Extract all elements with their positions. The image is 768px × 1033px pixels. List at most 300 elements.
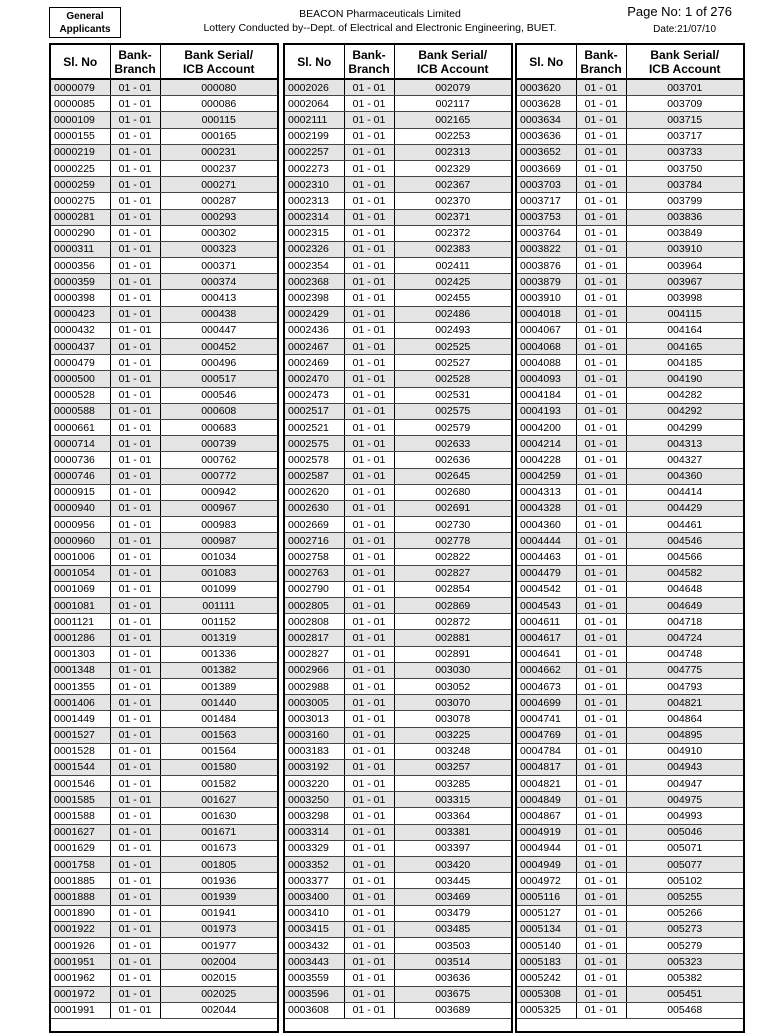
sl-no-cell: 0004463 xyxy=(517,549,576,565)
bank-serial-cell: 004649 xyxy=(626,598,743,614)
sl-no-cell: 0003013 xyxy=(285,711,344,727)
bank-branch-cell: 01 - 01 xyxy=(110,322,160,338)
table-row xyxy=(51,630,277,646)
bank-serial-cell: 001111 xyxy=(160,598,277,614)
bank-branch-cell: 01 - 01 xyxy=(110,500,160,516)
table-row xyxy=(51,144,277,160)
table-row xyxy=(517,387,743,403)
sl-no-cell: 0000219 xyxy=(51,144,110,160)
bank-serial-cell: 000165 xyxy=(160,128,277,144)
bank-branch-cell: 01 - 01 xyxy=(110,614,160,630)
bank-branch-cell: 01 - 01 xyxy=(576,452,626,468)
bank-branch-cell: 01 - 01 xyxy=(344,403,394,419)
table-body xyxy=(285,79,511,1018)
bank-serial-cell: 002370 xyxy=(394,193,511,209)
bank-branch-cell: 01 - 01 xyxy=(344,695,394,711)
bank-branch-cell: 01 - 01 xyxy=(576,711,626,727)
table-row xyxy=(285,419,511,435)
sl-no-cell: 0002521 xyxy=(285,419,344,435)
bank-branch-cell: 01 - 01 xyxy=(344,339,394,355)
bank-branch-cell: 01 - 01 xyxy=(576,79,626,96)
table-row xyxy=(285,646,511,662)
bank-branch-cell: 01 - 01 xyxy=(110,873,160,889)
bank-serial-cell: 004775 xyxy=(626,662,743,678)
table-row xyxy=(517,808,743,824)
table-row xyxy=(517,160,743,176)
bank-branch-cell: 01 - 01 xyxy=(576,144,626,160)
bank-serial-cell: 004724 xyxy=(626,630,743,646)
sl-no-cell: 0005127 xyxy=(517,905,576,921)
bank-branch-cell: 01 - 01 xyxy=(344,387,394,403)
bank-serial-cell: 002579 xyxy=(394,419,511,435)
table-row xyxy=(51,533,277,549)
sl-no-cell: 0002716 xyxy=(285,533,344,549)
col-header-sl-no: Sl. No xyxy=(285,45,344,79)
table-row xyxy=(517,96,743,112)
bank-serial-cell: 003964 xyxy=(626,258,743,274)
bank-serial-cell: 000942 xyxy=(160,484,277,500)
bank-branch-cell: 01 - 01 xyxy=(344,776,394,792)
bank-serial-cell: 004164 xyxy=(626,322,743,338)
sl-no-cell: 0002257 xyxy=(285,144,344,160)
table-row xyxy=(517,274,743,290)
bank-branch-cell: 01 - 01 xyxy=(110,824,160,840)
bank-serial-cell: 003381 xyxy=(394,824,511,840)
bank-branch-cell: 01 - 01 xyxy=(110,290,160,306)
sl-no-cell: 0001890 xyxy=(51,905,110,921)
sl-no-cell: 0004328 xyxy=(517,500,576,516)
bank-branch-cell: 01 - 01 xyxy=(344,419,394,435)
sl-no-cell: 0001348 xyxy=(51,662,110,678)
table-row xyxy=(285,937,511,953)
table-row xyxy=(517,517,743,533)
table-row xyxy=(285,549,511,565)
table-row xyxy=(51,921,277,937)
bank-branch-cell: 01 - 01 xyxy=(110,808,160,824)
table-row xyxy=(517,646,743,662)
sl-no-cell: 0000736 xyxy=(51,452,110,468)
bank-branch-cell: 01 - 01 xyxy=(344,662,394,678)
bank-serial-cell: 003701 xyxy=(626,79,743,96)
sl-no-cell: 0002630 xyxy=(285,500,344,516)
sl-no-cell: 0004313 xyxy=(517,484,576,500)
sl-no-cell: 0003753 xyxy=(517,209,576,225)
table-row xyxy=(285,678,511,694)
sl-no-cell: 0004741 xyxy=(517,711,576,727)
bank-serial-cell: 001336 xyxy=(160,646,277,662)
table-row xyxy=(51,339,277,355)
table-row xyxy=(51,743,277,759)
bank-branch-cell: 01 - 01 xyxy=(110,517,160,533)
bank-serial-cell: 001563 xyxy=(160,727,277,743)
table-row xyxy=(285,776,511,792)
bank-branch-cell: 01 - 01 xyxy=(576,840,626,856)
table-row xyxy=(517,436,743,452)
bank-branch-cell: 01 - 01 xyxy=(344,986,394,1002)
bank-branch-cell: 01 - 01 xyxy=(344,840,394,856)
bank-branch-cell: 01 - 01 xyxy=(344,290,394,306)
sl-no-cell: 0002314 xyxy=(285,209,344,225)
table-row xyxy=(285,96,511,112)
bank-serial-cell: 002891 xyxy=(394,646,511,662)
table-row xyxy=(517,630,743,646)
results-block-2 xyxy=(283,43,513,1033)
table-row xyxy=(517,598,743,614)
bank-branch-cell: 01 - 01 xyxy=(344,274,394,290)
sl-no-cell: 0000915 xyxy=(51,484,110,500)
bank-branch-cell: 01 - 01 xyxy=(344,970,394,986)
bank-serial-cell: 004748 xyxy=(626,646,743,662)
table-row xyxy=(285,209,511,225)
bank-serial-cell: 002527 xyxy=(394,355,511,371)
table-row xyxy=(51,581,277,597)
bank-serial-cell: 003514 xyxy=(394,954,511,970)
bank-branch-cell: 01 - 01 xyxy=(576,1002,626,1018)
bank-serial-cell: 002455 xyxy=(394,290,511,306)
table-row xyxy=(285,322,511,338)
bank-serial-cell: 001673 xyxy=(160,840,277,856)
bank-branch-cell: 01 - 01 xyxy=(110,727,160,743)
bank-branch-cell: 01 - 01 xyxy=(344,581,394,597)
bank-branch-cell: 01 - 01 xyxy=(576,614,626,630)
table-row xyxy=(51,128,277,144)
sl-no-cell: 0001406 xyxy=(51,695,110,711)
sl-no-cell: 0004673 xyxy=(517,678,576,694)
table-row xyxy=(517,889,743,905)
sl-no-cell: 0003432 xyxy=(285,937,344,953)
table-body xyxy=(51,79,277,1018)
table-row xyxy=(285,241,511,257)
sl-no-cell: 0002368 xyxy=(285,274,344,290)
page-number: Page No: 1 of 276 xyxy=(627,4,732,19)
bank-branch-cell: 01 - 01 xyxy=(344,743,394,759)
col-header-bank-serial: Bank Serial/ ICB Account xyxy=(394,45,511,79)
table-row xyxy=(51,436,277,452)
bank-branch-cell: 01 - 01 xyxy=(576,436,626,452)
table-row xyxy=(517,306,743,322)
table-row xyxy=(517,371,743,387)
bank-branch-cell: 01 - 01 xyxy=(110,954,160,970)
sl-no-cell: 0000281 xyxy=(51,209,110,225)
bank-branch-cell: 01 - 01 xyxy=(344,355,394,371)
bank-branch-cell: 01 - 01 xyxy=(110,533,160,549)
sl-no-cell: 0002326 xyxy=(285,241,344,257)
sl-no-cell: 0002790 xyxy=(285,581,344,597)
bank-serial-cell: 003849 xyxy=(626,225,743,241)
sl-no-cell: 0004617 xyxy=(517,630,576,646)
table-row xyxy=(517,241,743,257)
table-row xyxy=(517,500,743,516)
sl-no-cell: 0001286 xyxy=(51,630,110,646)
table-row xyxy=(285,306,511,322)
bank-serial-cell: 000967 xyxy=(160,500,277,516)
bank-serial-cell: 003285 xyxy=(394,776,511,792)
bank-serial-cell: 003967 xyxy=(626,274,743,290)
bank-serial-cell: 003998 xyxy=(626,290,743,306)
sl-no-cell: 0004662 xyxy=(517,662,576,678)
table-row xyxy=(285,792,511,808)
bank-serial-cell: 003445 xyxy=(394,873,511,889)
bank-branch-cell: 01 - 01 xyxy=(110,468,160,484)
bank-serial-cell: 003397 xyxy=(394,840,511,856)
table-row xyxy=(285,225,511,241)
table-row xyxy=(51,209,277,225)
bank-branch-cell: 01 - 01 xyxy=(110,355,160,371)
bank-serial-cell: 001152 xyxy=(160,614,277,630)
bank-serial-cell: 003052 xyxy=(394,678,511,694)
bank-serial-cell: 002525 xyxy=(394,339,511,355)
bank-serial-cell: 004566 xyxy=(626,549,743,565)
bank-branch-cell: 01 - 01 xyxy=(344,759,394,775)
bank-branch-cell: 01 - 01 xyxy=(344,598,394,614)
table-row xyxy=(51,857,277,873)
bank-serial-cell: 004461 xyxy=(626,517,743,533)
table-row xyxy=(51,873,277,889)
table-row xyxy=(517,549,743,565)
bank-serial-cell: 002691 xyxy=(394,500,511,516)
bank-serial-cell: 002869 xyxy=(394,598,511,614)
table-row xyxy=(51,160,277,176)
bank-branch-cell: 01 - 01 xyxy=(576,112,626,128)
bank-branch-cell: 01 - 01 xyxy=(576,241,626,257)
table-row xyxy=(51,274,277,290)
table-row xyxy=(285,290,511,306)
bank-serial-cell: 005266 xyxy=(626,905,743,921)
bank-serial-cell: 000983 xyxy=(160,517,277,533)
bank-serial-cell: 002680 xyxy=(394,484,511,500)
bank-branch-cell: 01 - 01 xyxy=(576,759,626,775)
sl-no-cell: 0004867 xyxy=(517,808,576,824)
sl-no-cell: 0001546 xyxy=(51,776,110,792)
sl-no-cell: 0004360 xyxy=(517,517,576,533)
bank-serial-cell: 003750 xyxy=(626,160,743,176)
bank-branch-cell: 01 - 01 xyxy=(344,500,394,516)
bank-branch-cell: 01 - 01 xyxy=(576,630,626,646)
table-row xyxy=(285,695,511,711)
bank-branch-cell: 01 - 01 xyxy=(344,646,394,662)
table-row xyxy=(517,355,743,371)
sl-no-cell: 0000528 xyxy=(51,387,110,403)
table-row xyxy=(517,937,743,953)
bank-branch-cell: 01 - 01 xyxy=(576,403,626,419)
table-row xyxy=(517,484,743,500)
table-row xyxy=(285,743,511,759)
bank-serial-cell: 000287 xyxy=(160,193,277,209)
bank-serial-cell: 004190 xyxy=(626,371,743,387)
bank-serial-cell: 003479 xyxy=(394,905,511,921)
bank-branch-cell: 01 - 01 xyxy=(344,258,394,274)
bank-serial-cell: 001580 xyxy=(160,759,277,775)
table-row xyxy=(51,403,277,419)
bank-branch-cell: 01 - 01 xyxy=(576,808,626,824)
bank-branch-cell: 01 - 01 xyxy=(110,840,160,856)
bank-branch-cell: 01 - 01 xyxy=(344,484,394,500)
table-row xyxy=(51,889,277,905)
bank-branch-cell: 01 - 01 xyxy=(576,598,626,614)
table-body xyxy=(517,79,743,1018)
table-row xyxy=(517,1002,743,1018)
bank-serial-cell: 004327 xyxy=(626,452,743,468)
table-row xyxy=(517,403,743,419)
sl-no-cell: 0003876 xyxy=(517,258,576,274)
bank-branch-cell: 01 - 01 xyxy=(110,630,160,646)
sl-no-cell: 0002966 xyxy=(285,662,344,678)
bank-serial-cell: 003836 xyxy=(626,209,743,225)
sl-no-cell: 0002310 xyxy=(285,177,344,193)
bank-branch-cell: 01 - 01 xyxy=(576,387,626,403)
bank-serial-cell: 005273 xyxy=(626,921,743,937)
sl-no-cell: 0002473 xyxy=(285,387,344,403)
bank-serial-cell: 004821 xyxy=(626,695,743,711)
sl-no-cell: 0002064 xyxy=(285,96,344,112)
bank-serial-cell: 000080 xyxy=(160,79,277,96)
sl-no-cell: 0000085 xyxy=(51,96,110,112)
bank-serial-cell: 002645 xyxy=(394,468,511,484)
bank-branch-cell: 01 - 01 xyxy=(344,128,394,144)
bank-serial-cell: 000739 xyxy=(160,436,277,452)
bank-branch-cell: 01 - 01 xyxy=(576,484,626,500)
bank-branch-cell: 01 - 01 xyxy=(110,646,160,662)
bank-branch-cell: 01 - 01 xyxy=(576,970,626,986)
bank-branch-cell: 01 - 01 xyxy=(110,905,160,921)
bank-branch-cell: 01 - 01 xyxy=(576,565,626,581)
table-row xyxy=(517,258,743,274)
bank-branch-cell: 01 - 01 xyxy=(576,322,626,338)
bank-branch-cell: 01 - 01 xyxy=(110,743,160,759)
bank-serial-cell: 002004 xyxy=(160,954,277,970)
sl-no-cell: 0003764 xyxy=(517,225,576,241)
sl-no-cell: 0005183 xyxy=(517,954,576,970)
bank-serial-cell: 004313 xyxy=(626,436,743,452)
bank-branch-cell: 01 - 01 xyxy=(576,549,626,565)
bank-branch-cell: 01 - 01 xyxy=(110,759,160,775)
bank-serial-cell: 002079 xyxy=(394,79,511,96)
table-row xyxy=(285,889,511,905)
table-row xyxy=(51,387,277,403)
sl-no-cell: 0005308 xyxy=(517,986,576,1002)
col-header-sl-no: Sl. No xyxy=(517,45,576,79)
bank-branch-cell: 01 - 01 xyxy=(344,436,394,452)
sl-no-cell: 0003822 xyxy=(517,241,576,257)
bank-serial-cell: 001319 xyxy=(160,630,277,646)
bank-serial-cell: 004947 xyxy=(626,776,743,792)
bank-branch-cell: 01 - 01 xyxy=(576,355,626,371)
bank-branch-cell: 01 - 01 xyxy=(110,436,160,452)
bank-branch-cell: 01 - 01 xyxy=(344,792,394,808)
table-row xyxy=(51,711,277,727)
bank-branch-cell: 01 - 01 xyxy=(576,274,626,290)
table-row xyxy=(285,986,511,1002)
bank-branch-cell: 01 - 01 xyxy=(576,177,626,193)
sl-no-cell: 0001922 xyxy=(51,921,110,937)
sl-no-cell: 0002470 xyxy=(285,371,344,387)
sl-no-cell: 0004769 xyxy=(517,727,576,743)
bank-branch-cell: 01 - 01 xyxy=(110,144,160,160)
table-row xyxy=(51,322,277,338)
bank-branch-cell: 01 - 01 xyxy=(110,792,160,808)
table-row xyxy=(285,565,511,581)
bank-serial-cell: 004648 xyxy=(626,581,743,597)
bank-branch-cell: 01 - 01 xyxy=(110,549,160,565)
sl-no-cell: 0001926 xyxy=(51,937,110,953)
bank-serial-cell: 002253 xyxy=(394,128,511,144)
bank-branch-cell: 01 - 01 xyxy=(576,160,626,176)
table-row xyxy=(285,808,511,824)
bank-branch-cell: 01 - 01 xyxy=(110,711,160,727)
sl-no-cell: 0002026 xyxy=(285,79,344,96)
bank-serial-cell: 004185 xyxy=(626,355,743,371)
table-row xyxy=(285,355,511,371)
table-row xyxy=(51,79,277,96)
bank-serial-cell: 002531 xyxy=(394,387,511,403)
sl-no-cell: 0004067 xyxy=(517,322,576,338)
bank-serial-cell: 004115 xyxy=(626,306,743,322)
bank-branch-cell: 01 - 01 xyxy=(576,954,626,970)
sl-no-cell: 0003608 xyxy=(285,1002,344,1018)
bank-branch-cell: 01 - 01 xyxy=(110,1002,160,1018)
bank-branch-cell: 01 - 01 xyxy=(110,662,160,678)
bank-branch-cell: 01 - 01 xyxy=(344,711,394,727)
table-row xyxy=(51,905,277,921)
results-table-1 xyxy=(51,45,277,1019)
bank-serial-cell: 003485 xyxy=(394,921,511,937)
sl-no-cell: 0003400 xyxy=(285,889,344,905)
bank-serial-cell: 001939 xyxy=(160,889,277,905)
badge-line-2: Applicants xyxy=(59,24,111,35)
sl-no-cell: 0003377 xyxy=(285,873,344,889)
bank-serial-cell: 003469 xyxy=(394,889,511,905)
table-row xyxy=(517,857,743,873)
sl-no-cell: 0001449 xyxy=(51,711,110,727)
bank-branch-cell: 01 - 01 xyxy=(576,986,626,1002)
table-row xyxy=(51,517,277,533)
sl-no-cell: 0001951 xyxy=(51,954,110,970)
bank-branch-cell: 01 - 01 xyxy=(576,128,626,144)
sl-no-cell: 0002578 xyxy=(285,452,344,468)
bank-branch-cell: 01 - 01 xyxy=(576,468,626,484)
col-header-bank-branch: Bank- Branch xyxy=(110,45,160,79)
sl-no-cell: 0004200 xyxy=(517,419,576,435)
table-row xyxy=(51,954,277,970)
bank-branch-cell: 01 - 01 xyxy=(344,468,394,484)
sl-no-cell: 0000155 xyxy=(51,128,110,144)
bank-branch-cell: 01 - 01 xyxy=(110,484,160,500)
bank-branch-cell: 01 - 01 xyxy=(344,79,394,96)
table-row xyxy=(51,808,277,824)
bank-serial-cell: 003315 xyxy=(394,792,511,808)
table-row xyxy=(517,986,743,1002)
sl-no-cell: 0003352 xyxy=(285,857,344,873)
bank-branch-cell: 01 - 01 xyxy=(344,452,394,468)
bank-branch-cell: 01 - 01 xyxy=(110,371,160,387)
bank-serial-cell: 005255 xyxy=(626,889,743,905)
table-row xyxy=(517,759,743,775)
bank-serial-cell: 001977 xyxy=(160,937,277,953)
sl-no-cell: 0002763 xyxy=(285,565,344,581)
sl-no-cell: 0004088 xyxy=(517,355,576,371)
table-row xyxy=(285,258,511,274)
table-row xyxy=(51,225,277,241)
bank-branch-cell: 01 - 01 xyxy=(110,857,160,873)
table-row xyxy=(51,1002,277,1018)
bank-serial-cell: 000271 xyxy=(160,177,277,193)
bank-branch-cell: 01 - 01 xyxy=(110,177,160,193)
sl-no-cell: 0004542 xyxy=(517,581,576,597)
bank-serial-cell: 001382 xyxy=(160,662,277,678)
sl-no-cell: 0004849 xyxy=(517,792,576,808)
bank-serial-cell: 001440 xyxy=(160,695,277,711)
col-header-bank-branch: Bank- Branch xyxy=(576,45,626,79)
